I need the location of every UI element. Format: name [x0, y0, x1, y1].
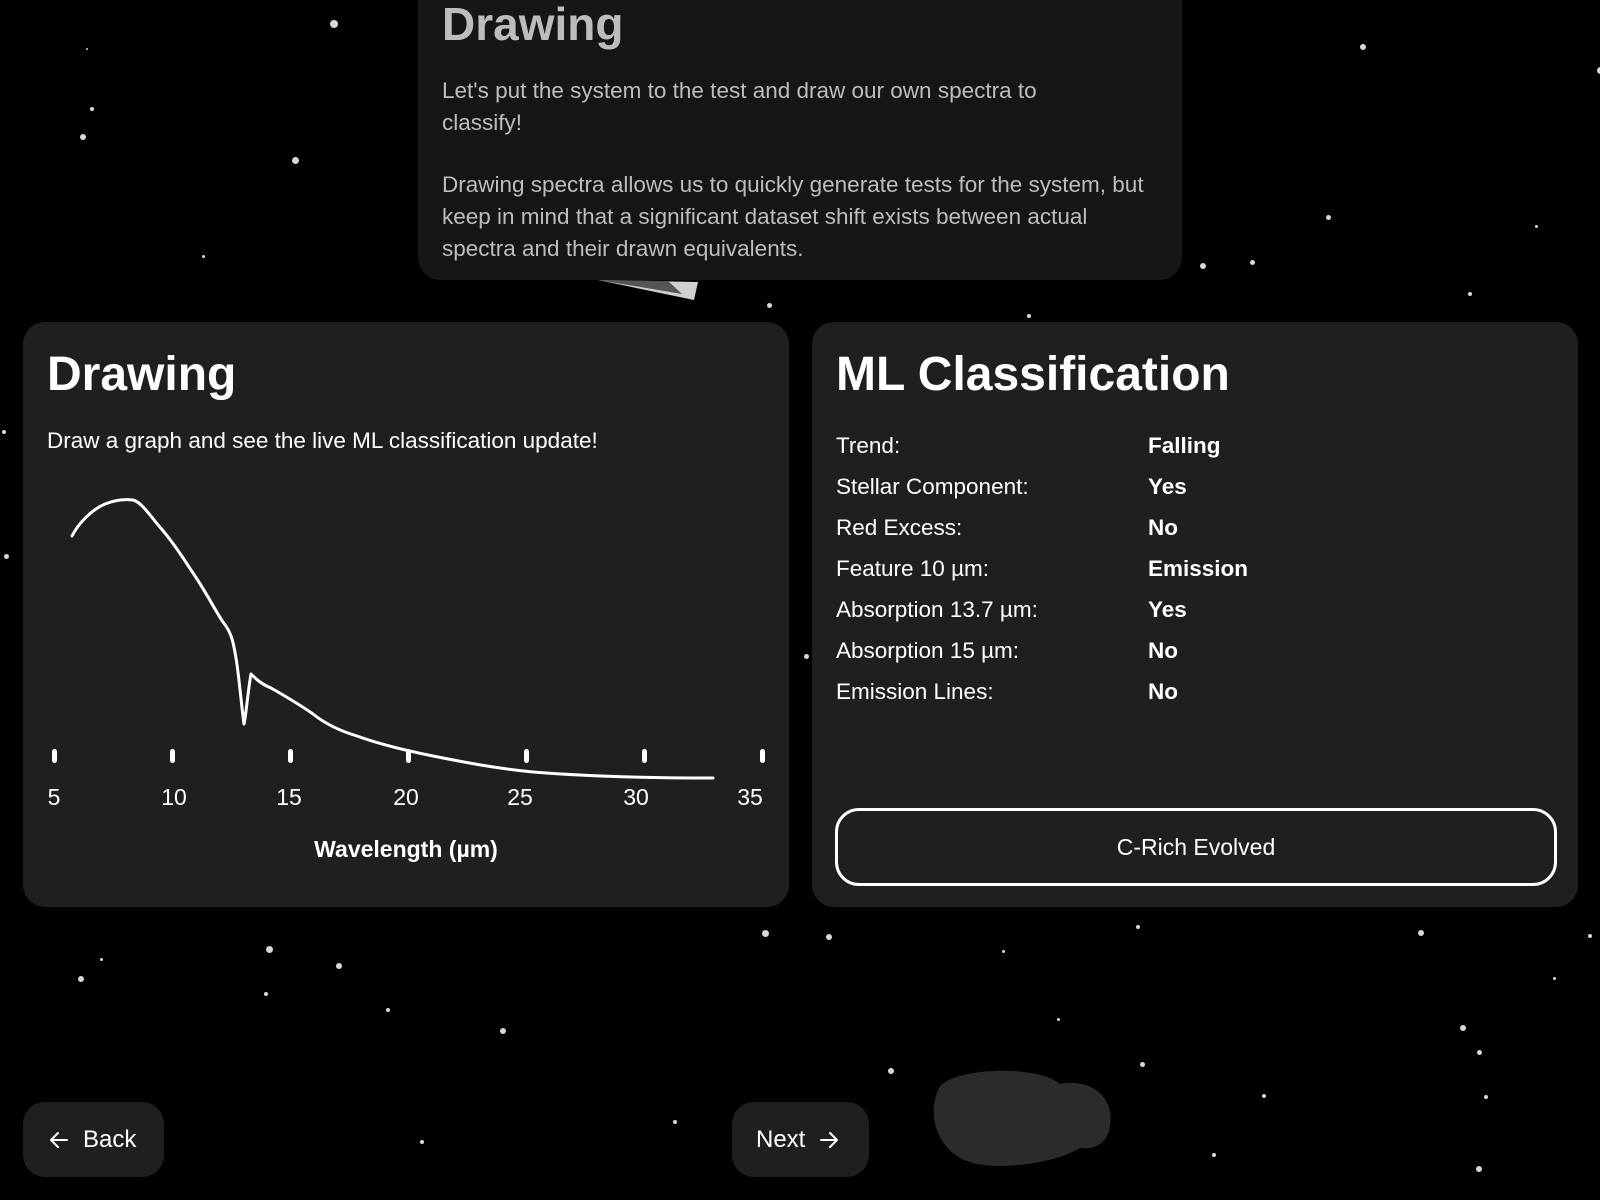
- info-card-paragraph-2: Drawing spectra allows us to quickly generate tests for the system, but keep in mind that a significant dataset shift exists between actual spectra and their drawn equivalents.: [442, 172, 1144, 261]
- row-value: No: [1148, 514, 1178, 540]
- info-card-paragraph-1: Let's put the system to the test and draw our own spectra to classify!: [442, 78, 1037, 135]
- next-label: Next: [756, 1125, 806, 1153]
- row-value: Falling: [1148, 432, 1221, 458]
- axis-ticks: [52, 749, 765, 763]
- row-label: Red Excess:: [836, 514, 963, 540]
- back-label: Back: [83, 1125, 137, 1153]
- asteroid-shape: [930, 1066, 1112, 1166]
- classification-list: [836, 425, 1554, 712]
- row-value: Yes: [1148, 596, 1187, 622]
- arrow-right-icon: [817, 1128, 841, 1152]
- row-label: Trend:: [836, 432, 901, 458]
- classification-row-absorption-13-7: [836, 589, 1554, 630]
- row-label: Stellar Component:: [836, 473, 1029, 499]
- tick-label: 20: [393, 784, 419, 810]
- classification-row-red-excess: [836, 507, 1554, 548]
- classification-panel: [812, 322, 1578, 907]
- back-button[interactable]: [23, 1102, 164, 1177]
- drawing-panel: [23, 322, 789, 907]
- row-value: Emission: [1148, 555, 1249, 581]
- row-label: Absorption 13.7 µm:: [836, 596, 1038, 622]
- row-label: Absorption 15 µm:: [836, 637, 1020, 663]
- arrow-left-icon: [47, 1128, 71, 1152]
- row-value: Yes: [1148, 473, 1187, 499]
- tick-label: 10: [161, 784, 187, 810]
- x-axis-label: Wavelength (µm): [314, 836, 498, 862]
- row-label: Emission Lines:: [836, 678, 994, 704]
- classification-result: C-Rich Evolved: [835, 808, 1557, 886]
- classification-panel-title: ML Classification: [836, 348, 1230, 401]
- tick-label: 25: [507, 784, 533, 810]
- debris-shape: [598, 280, 702, 300]
- row-label: Feature 10 µm:: [836, 555, 990, 581]
- drawing-canvas[interactable]: [23, 462, 789, 902]
- info-card: [418, 0, 1182, 280]
- row-value: No: [1148, 678, 1178, 704]
- classification-row-absorption-15: [836, 630, 1554, 671]
- info-card-title: Drawing: [442, 0, 624, 50]
- classification-row-stellar-component: [836, 466, 1554, 507]
- drawing-panel-title: Drawing: [47, 348, 237, 401]
- classification-row-trend: [836, 425, 1554, 466]
- tick-label: 30: [623, 784, 649, 810]
- row-value: No: [1148, 637, 1178, 663]
- tick-label: 15: [276, 784, 302, 810]
- classification-row-feature-10: [836, 548, 1554, 589]
- classification-row-emission-lines: [836, 671, 1554, 712]
- tick-label: 5: [47, 784, 61, 810]
- next-button[interactable]: [732, 1102, 869, 1177]
- tick-label: 35: [737, 784, 763, 810]
- drawing-panel-subtitle: Draw a graph and see the live ML classification update!: [47, 428, 598, 453]
